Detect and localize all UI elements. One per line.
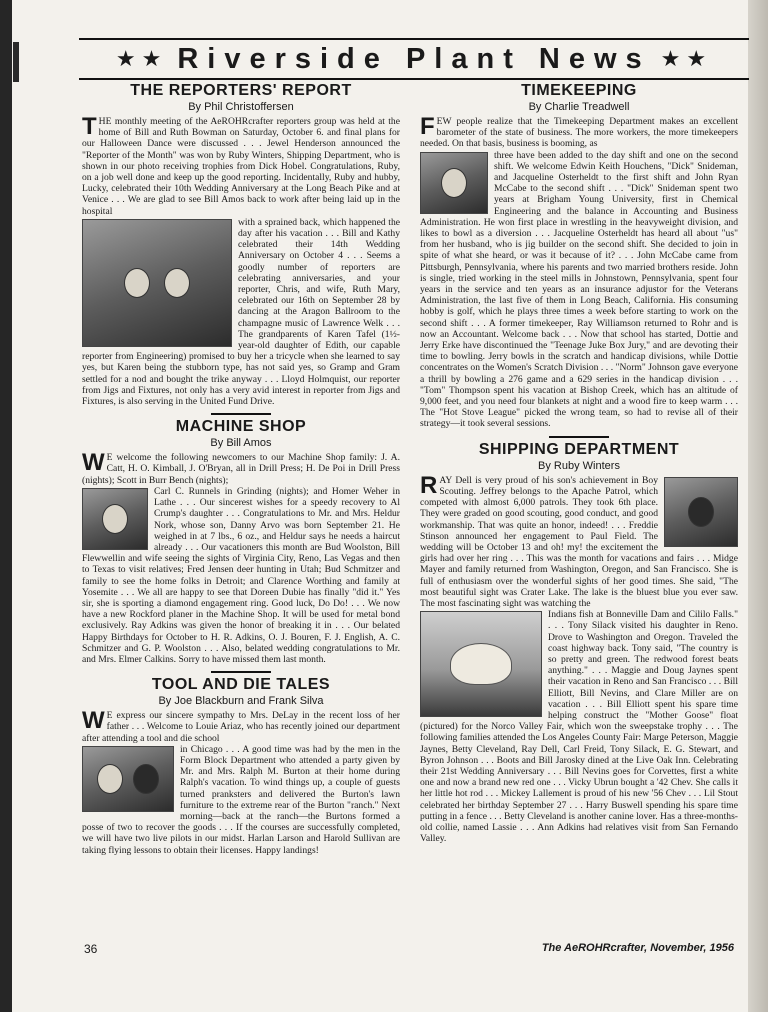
person-icon [102, 504, 128, 534]
article-byline: By Ruby Winters [538, 459, 620, 472]
article-shipping [420, 441, 738, 845]
article-title: SHIPPING DEPARTMENT [478, 440, 680, 458]
magazine-issue: The AeROHRcrafter, November, 1956 [541, 942, 734, 954]
article-body: FEW people realize that the Timekeeping Department makes an excellent barometer of the state of business. The more workers, the more timekeepers needed. On that basis, business is booming, as [420, 113, 738, 150]
article-title: TOOL AND DIE TALES [151, 676, 331, 694]
reporters-photo [82, 219, 232, 347]
masthead-title: Riverside Plant News [177, 42, 651, 75]
star-icon-left: ★★ [115, 46, 168, 71]
goose-float-icon [450, 643, 512, 685]
article-title: TIMEKEEPING [521, 82, 637, 99]
article-byline: By Joe Blackburn and Frank Silva [158, 695, 324, 708]
article-body: W E express our sincere sympathy to Mrs. DeLay in the recent loss of her father . . . Welcome to Louie Ariaz, who has recently joined our department after attending a tool and die school [82, 707, 400, 744]
page-number: 36 [84, 942, 98, 956]
right-column [420, 82, 738, 844]
article-body-continued: Carl C. Runnels in Grinding (nights); and Homer Weher in Lathe . . . Our sincerest wishes for a speedy recovery to Al Crump's daughter . . . Congratulations to Mr. and Mrs. Heldur Nork, whose son, Danny Arvo was born September 21. He weighed in at 7 lbs., 6 oz., and Heldur says he needs a haircut already . . . Our vacationers this month are Bud Woolston, Bill Flewwellin and wife seeing the sights of Virginia City, Reno, Las Vegas and then to Texas to visit relatives; Fred Jensen deer hunting in Utah; Bud Schmitzer and family to see the home folks in Detroit; and Clarence Worthing and family at Yosemite . . . We all are happy to see that Doreen Dubie has finally "did it." Yes sir, she is sporting a diamond engagement ring. Good luck, Do Do! . . . We now have a new Rockford planer in the Machine Shop. It will be used for metal bond exclusively. Ray Adkins was given the honor of breaking it in . . . Our belated Happy Birthdays for October to H. R. Adkins, O. J. Bouren, F. J. English, A. C. Schmitzer and G. P. Woolston . . . Also, belated wedding congratulations to Mr. and Mrs. Elmer Calkins. Sorry to have missed them last month. [82, 485, 400, 665]
page-edge [748, 0, 768, 1012]
article-title: MACHINE SHOP [175, 418, 307, 436]
article-body-continued: three have been added to the day shift and one on the second shift. We welcome Edwin Keith Houchens, "Dick" Snideman, and Jacqueline Osterheldt to the first shift and John Ryan McCabe to the second shift . . . "Dick" Snideman spent two years at Brigham Young University, first in Chemical Engineering and the balance in Accounting and Business Administration. He won first place in wrestling in the heavyweight division, and likes to bowl as a diversion . . . Jacqueline Osterheldt has heard all about "us" from her husband, who is jig builder on the second shift. She decided to join in spite of what she heard, or was it because of it? . . . John McCabe came from Pittsburgh, Pennsylvania, where his parents and two married brothers reside. John is single, tried working in the steel mills in Johnstown, Pennsylvania, spent four years in the service and ten years as an insurance adjustor for the Veterans Administration, the last five of them in Long Beach, California. His consuming hobby is golf, which he plays three times a week before starting to work on the second shift . . . A former timekeeper, Ray Williamson returned to Rohr and is now an Accountant. Welcome back . . . Now that school has started, Dottie and Jerry Erke have discontinued the "Teenage Juke Box Jury," and are devoting their time to bowling. Jerry bowls in the scratch and handicap divisions, while Dottie concentrates on the Women's Scratch Division . . . "Norm" Johnson gave everyone a thrill by bowling a 276 game and a 629 series in the handicap division . . . "Tom" Thompson spent his vacation at Bishop Creek, which has an altitude of 9,000 feet, and you need four blankets at night and a wood fire to keep warm . . . The "Hot Stove League" picked the wrong team, so had to revise all of their strategy—it took several sessions. [420, 149, 738, 430]
person-icon [164, 268, 190, 298]
drop-cap: R [420, 471, 438, 499]
article-title: THE REPORTERS' REPORT [130, 82, 352, 99]
drop-cap: F [420, 113, 435, 140]
shipping-portrait-photo [664, 477, 738, 547]
person-icon [133, 764, 159, 794]
drop-cap: W [82, 449, 105, 477]
article-byline: By Charlie Treadwell [528, 101, 630, 113]
star-icon-right: ★★ [660, 46, 713, 71]
person-icon [97, 764, 123, 794]
article-reporters [82, 82, 400, 407]
article-body: RAY Dell is very proud of his son's achievement in Boy Scouting. Jeffrey belongs to the Apache Patrol, which competed with almost 6,000 patrols. They took 6th place. They were graded on good scouting, good conduct, and good workmanship. That was quite an honor, indeed! . . . Freddie Stinson announced her engagement to Paul Field. The wedding will be October 13 and oh! my! the excitement the girls had over her ring . . . This was the month for vacations and fairs . . . Midge Mayer and family returned from Washington, Oregon, and San Francisco. She is full of enthusiasm over the wonderful sights of her good times. She said, "The most beautiful sight was Crater Lake. The lake is the bluest blue you ever saw. The most fascinating sight was watching the [420, 471, 738, 609]
binding-mark [13, 42, 19, 82]
divider [549, 436, 609, 438]
article-machine-shop [82, 418, 400, 665]
drop-cap: T [82, 113, 97, 140]
timekeeping-photo [420, 152, 488, 214]
person-icon [124, 268, 150, 298]
drop-cap: W [82, 707, 105, 735]
person-icon [688, 497, 714, 527]
divider [211, 671, 271, 673]
mother-goose-float-photo [420, 611, 542, 717]
article-body: W E welcome the following newcomers to our Machine Shop family: J. A. Catt, H. O. Kimball, J. O'Bryan, all in Drill Press; H. De Poi in Drill Press (nights); Scott in Burr Bench (nights); [82, 449, 400, 486]
tool-and-die-photo [82, 746, 174, 812]
machine-shop-photo [82, 488, 148, 550]
left-column [82, 82, 400, 856]
masthead [79, 38, 749, 80]
binding-edge [0, 0, 12, 1012]
article-byline: By Phil Christoffersen [188, 101, 294, 113]
article-body: THE monthly meeting of the AeROHRcrafter reporters group was held at the home of Bill and Ruth Bowman on Saturday, October 6. and final plans for our Halloween Dance were discussed . . . Jewel Henderson announced the "Reporter of the Month" was won by Ruby Winters, Shipping Department, who is shown in our photo receiving trophies from Dick Hobel. Congratulations, Ruby, on a job well done and keep up the good reporting. Incidentally, Ruby and hubby, Lucky, celebrated their 10th Wedding Anniversary at the Long Beach Pike and at Venice . . . We are glad to see Bill Amos back to work after being laid up in the hospital [82, 113, 400, 217]
article-body-continued: in Chicago . . . A good time was had by the men in the Form Block Department who attended a party given by Mr. and Mrs. Ralph M. Burton at their home during Ralph's vacation. To wind things up, a couple of guests turned pranksters and delivered the Burton's lawn furniture to the extreme rear of the Burton "ranch." Next morning—back at the ranch—the Burtons formed a posse of two to recover the goods . . . If the courses are successfully completed, we will have two live pilots in our midst. Harlan Larson and Harold Sullivan are taking flying lessons to obtain their licenses. Happy landings! [82, 743, 400, 856]
person-icon [441, 168, 467, 198]
divider [211, 413, 271, 415]
article-body-continued: with a sprained back, which happened the day after his vacation . . . Bill and Kathy celebrated their 14th Wedding Anniversary on October 4 . . . Seems a goodly number of reporters are celebrating anniversaries, and your reporter, Chris, and wife, Ruth Mary, celebrated our 16th on September 28 by dancing at the Aragon Ballroom to the champagne music of Lawrence Welk . . . The grandparents of Karen Tafel (1½-year-old daughter of Edith, our capable reporter from Engineering) promised to buy her a tricycle when she learned to say yes, but Karen being the stubborn type, has not said yes, so Gramp and Gram settled for a nod and bought the trike anyway . . . Lloyd Holmquist, our reporter from Jigs and Fixtures, not only has a very avid interest in reporter from Jigs and Fixtures, is also serving in the United Fund Drive. [82, 216, 400, 408]
article-tool-and-die [82, 676, 400, 856]
article-timekeeping [420, 82, 738, 430]
article-body-continued: Indians fish at Bonneville Dam and Cililo Falls." . . . Tony Silack visited his daughter in Reno. Drove to Washington and Oregon. Traveled the coast highway back. Tony said, "The country is so pretty and green. The redwood forest beats anything." . . . Maggie and Doug Jaynes spent their vacation in Reno and San Francisco . . . Bill Elliott, Bill Nevins, and Clare Miller are on vacation . . . Bill Elliott spent his spare time helping construct the "Mother Goose" float (pictured) for the Norco Valley Fair, which won the sweepstake trophy . . . The following families attended the Los Angeles County Fair: Marge Peterson, Maggie Jaynes, Betty Cleveland, Ray Dell, Carl Freid, Tony Silack, E. G. Stewart, and Byron Johnson . . . Boots and Bill Jarosky dined at the Live Oak Inn. Celebrating their 21st Wedding Anniversary . . . Bill Nevins goes for Corvettes, first a white one and now a brand new red one . . . Vicky Ubrun bought a '42 Chev. She calls it her little hot rod . . . Mickey Lallement is proud of his new '56 Chev . . . Lil Stout celebrated her birthday September 27 . . . Harry Buswell spending his spare time putting in a fence . . . Betty Cleveland is another canine lover. Has a three-months-old collie, named Lassie . . . Ann Adkins had relatives visit from San Fernando Valley. [420, 609, 738, 845]
article-byline: By Bill Amos [210, 437, 272, 450]
